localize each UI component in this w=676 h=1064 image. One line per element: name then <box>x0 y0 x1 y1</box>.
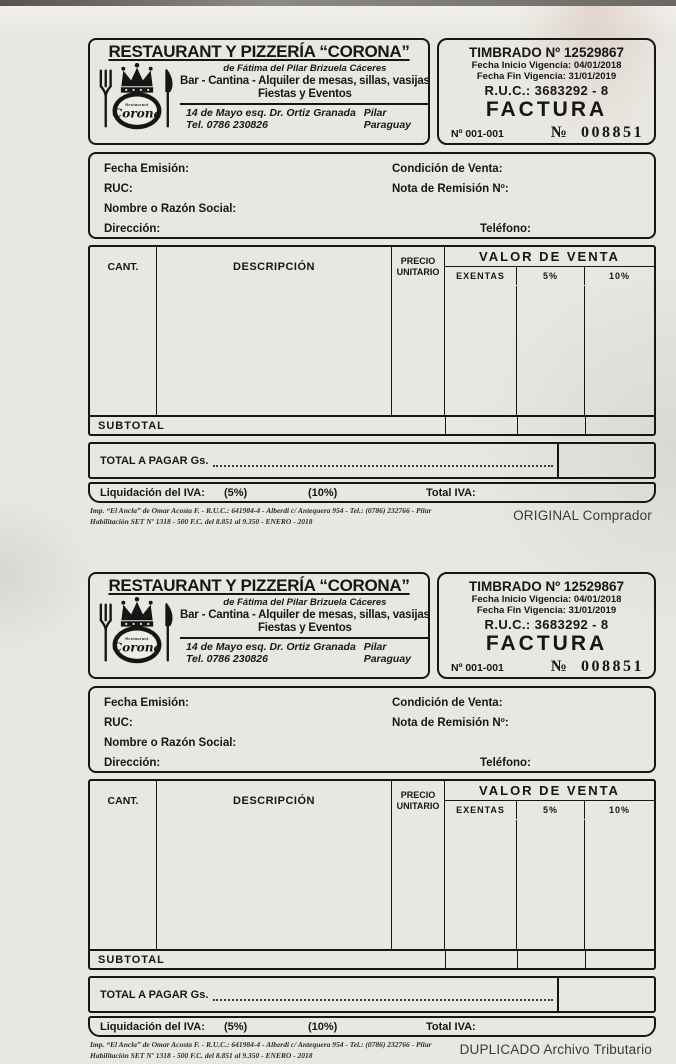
timbrado-number: TIMBRADO Nº 12529867 <box>469 579 624 594</box>
services-line-1: Bar - Cantina - Alquiler de mesas, sillas, vasijas <box>180 609 430 621</box>
invoice-header <box>88 572 656 679</box>
invoice <box>88 38 656 528</box>
fiscal-header-box <box>437 572 656 679</box>
business-header-body <box>94 596 430 675</box>
business-header-box <box>88 38 430 145</box>
city: Pilar <box>363 107 387 119</box>
precio-line2: UNITARIO <box>396 800 440 811</box>
ruc-number: R.U.C.: 3683292 - 8 <box>484 617 609 632</box>
owner-line: de Fátima del Pilar Brizuela Cáceres <box>223 597 387 608</box>
invoice-number-row <box>439 656 654 676</box>
country: Paraguay <box>363 653 411 665</box>
invoice-number-row <box>439 122 654 142</box>
client-row-2 <box>104 713 654 733</box>
subtotal-5pct-cell <box>517 951 585 968</box>
cell-5pct <box>517 820 585 949</box>
liquidacion-iva-label: Liquidación del IVA: <box>100 487 205 499</box>
crown-icon <box>121 597 153 627</box>
copy-tag: ORIGINAL Comprador <box>513 508 652 523</box>
condicion-venta-label: Condición de Venta: <box>392 697 503 709</box>
series-number: Nº 001-001 <box>451 662 504 674</box>
owner-line: de Fátima del Pilar Brizuela Cáceres <box>223 63 387 74</box>
printer-imprint <box>90 1040 460 1062</box>
iva-10pct-label: (10%) <box>308 1021 338 1033</box>
telefono-label: Teléfono: <box>480 757 531 769</box>
nota-remision-label: Nota de Remisión Nº: <box>392 717 509 729</box>
vigencia-inicio: Fecha Inicio Vigencia: 04/01/2018 <box>471 60 622 71</box>
total-a-pagar-label: TOTAL A PAGAR Gs. <box>100 454 209 467</box>
col-valor-de-venta <box>445 781 654 820</box>
fiscal-header-box <box>437 38 656 145</box>
street-address: 14 de Mayo esq. Dr. Ortiz Granada <box>186 641 356 653</box>
client-info-box <box>88 152 656 239</box>
liquidacion-iva-label: Liquidación del IVA: <box>100 1021 205 1033</box>
phone: Tel. 0786 230826 <box>186 119 268 131</box>
condicion-venta-label: Condición de Venta: <box>392 163 503 175</box>
logo-oval <box>112 626 161 663</box>
items-rows-empty <box>90 820 654 949</box>
col-precio-unitario <box>392 247 445 286</box>
invoice-footer <box>88 506 656 528</box>
col-descripcion: DESCRIPCIÓN <box>157 247 392 286</box>
vigencia-inicio: Fecha Inicio Vigencia: 04/01/2018 <box>471 594 622 605</box>
cell-cant <box>90 820 157 949</box>
invoice <box>88 572 656 1062</box>
valor-subcolumns <box>445 801 654 819</box>
dotted-leader <box>213 999 553 1001</box>
corona-logo-icon <box>94 60 180 136</box>
cell-cant <box>90 286 157 415</box>
invoice-number <box>551 124 644 142</box>
document-type: FACTURA <box>485 632 608 655</box>
col-cant: CANT. <box>90 247 157 286</box>
fecha-emision-label: Fecha Emisión: <box>104 163 189 175</box>
knife-icon <box>165 69 172 127</box>
col-10pct: 10% <box>608 270 630 281</box>
phone-row <box>186 119 426 131</box>
ruc-label: RUC: <box>104 717 133 729</box>
logo-oval <box>112 92 161 129</box>
col-5pct: 5% <box>517 267 585 285</box>
subtotal-10pct-cell <box>585 951 654 968</box>
razon-social-label: Nombre o Razón Social: <box>104 203 237 215</box>
fecha-emision-label: Fecha Emisión: <box>104 697 189 709</box>
series-number: Nº 001-001 <box>451 128 504 140</box>
client-row-3 <box>104 733 654 753</box>
client-row-4 <box>104 753 654 773</box>
precio-line1: PRECIO <box>400 256 436 267</box>
copy-tag: DUPLICADO Archivo Tributario <box>459 1042 652 1057</box>
subtotal-exentas-cell <box>445 951 517 968</box>
subtotal-row <box>90 415 654 434</box>
iva-10pct-label: (10%) <box>308 487 338 499</box>
cell-10pct <box>585 820 654 949</box>
valor-de-venta-label: VALOR DE VENTA <box>445 781 654 801</box>
phone-row <box>186 653 426 665</box>
vigencia-fin: Fecha Fin Vigencia: 31/01/2019 <box>476 71 617 82</box>
invoice-number-digits: 008851 <box>581 658 644 675</box>
business-header-body <box>94 62 430 141</box>
invoice-number <box>551 658 644 676</box>
total-a-pagar-label: TOTAL A PAGAR Gs. <box>100 988 209 1001</box>
iva-5pct-label: (5%) <box>224 487 248 499</box>
cell-exentas <box>445 286 517 415</box>
total-box <box>88 976 656 1013</box>
col-exentas: EXENTAS <box>445 801 517 819</box>
fork-icon <box>101 605 111 661</box>
address-row <box>186 107 426 119</box>
address-block <box>180 103 430 131</box>
services-line-1: Bar - Cantina - Alquiler de mesas, sillas, vasijas <box>180 75 430 87</box>
total-amount-box <box>557 978 654 1011</box>
direccion-label: Dirección: <box>104 223 161 235</box>
numero-sign: № <box>550 124 567 141</box>
business-details <box>180 62 430 141</box>
business-header-box <box>88 572 430 679</box>
total-iva-label: Total IVA: <box>426 1021 476 1033</box>
iva-liquidation-box <box>88 1016 656 1037</box>
scan-edge-top <box>0 0 676 6</box>
col-descripcion: DESCRIPCIÓN <box>157 781 392 820</box>
subtotal-exentas-cell <box>445 417 517 434</box>
printer-line-2: Habilitación SET Nº 1318 - 500 F.C. del 8.851 al 9.350 - ENERO - 2018 <box>90 1050 313 1060</box>
crown-icon <box>121 63 153 93</box>
document-type: FACTURA <box>485 98 608 121</box>
street-address: 14 de Mayo esq. Dr. Ortiz Granada <box>186 107 356 119</box>
valor-subcolumns <box>445 267 654 285</box>
total-box <box>88 442 656 479</box>
corona-logo <box>94 594 180 675</box>
cell-10pct <box>585 286 654 415</box>
cell-descripcion <box>157 286 392 415</box>
logo-small-text: Restaurant <box>125 636 149 641</box>
services-line-2: Fiestas y Eventos <box>257 88 352 100</box>
col-precio-unitario <box>392 781 445 820</box>
client-row-2 <box>104 179 654 199</box>
cell-precio <box>392 820 445 949</box>
address-row <box>186 641 426 653</box>
total-iva-label: Total IVA: <box>426 487 476 499</box>
client-row-3 <box>104 199 654 219</box>
telefono-label: Teléfono: <box>480 223 531 235</box>
corona-logo <box>94 60 180 141</box>
fork-icon <box>101 71 111 127</box>
valor-de-venta-label: VALOR DE VENTA <box>445 247 654 267</box>
subtotal-row <box>90 949 654 968</box>
printer-imprint <box>90 506 462 528</box>
logo-small-text: Restaurant <box>125 102 149 107</box>
col-cant: CANT. <box>90 781 157 820</box>
timbrado-number: TIMBRADO Nº 12529867 <box>469 45 624 60</box>
knife-icon <box>165 603 172 661</box>
items-rows-empty <box>90 286 654 415</box>
table-header <box>90 247 654 286</box>
razon-social-label: Nombre o Razón Social: <box>104 737 237 749</box>
phone: Tel. 0786 230826 <box>186 653 268 665</box>
iva-5pct-label: (5%) <box>224 1021 248 1033</box>
cell-precio <box>392 286 445 415</box>
client-row-1 <box>104 159 654 179</box>
ruc-number: R.U.C.: 3683292 - 8 <box>484 83 609 98</box>
invoice-number-digits: 008851 <box>581 124 644 141</box>
corona-logo-icon <box>94 594 180 670</box>
vigencia-fin: Fecha Fin Vigencia: 31/01/2019 <box>476 605 617 616</box>
nota-remision-label: Nota de Remisión Nº: <box>392 183 509 195</box>
cell-5pct <box>517 286 585 415</box>
ruc-label: RUC: <box>104 183 133 195</box>
printer-line-1: Imp. “El Ancla” de Omar Acosta F. - R.U.C.: 641984-4 - Alberdi c/ Antequera 954 - Tel.: (0786) 232766 - Pilar <box>90 1040 432 1049</box>
col-exentas: EXENTAS <box>445 267 517 285</box>
client-info-box <box>88 686 656 773</box>
logo-text: Corona <box>112 640 162 655</box>
services-line-2: Fiestas y Eventos <box>257 622 352 634</box>
client-row-1 <box>104 693 654 713</box>
business-details <box>180 596 430 675</box>
cell-descripcion <box>157 820 392 949</box>
subtotal-5pct-cell <box>517 417 585 434</box>
printer-line-2: Habilitación SET Nº 1318 - 500 F.C. del 8.851 al 9.350 - ENERO - 2018 <box>90 516 313 526</box>
precio-line1: PRECIO <box>400 790 436 801</box>
iva-liquidation-box <box>88 482 656 503</box>
numero-sign: № <box>550 658 567 675</box>
country: Paraguay <box>363 119 411 131</box>
business-name: RESTAURANT Y PIZZERÍA “CORONA” <box>108 576 410 595</box>
address-block <box>180 637 430 665</box>
direccion-label: Dirección: <box>104 757 161 769</box>
col-10pct: 10% <box>608 804 630 815</box>
logo-text: Corona <box>112 106 162 121</box>
invoice-footer <box>88 1040 656 1062</box>
subtotal-label: SUBTOTAL <box>98 953 165 966</box>
city: Pilar <box>363 641 387 653</box>
items-table <box>88 245 656 436</box>
total-amount-box <box>557 444 654 477</box>
col-valor-de-venta <box>445 247 654 286</box>
col-5pct: 5% <box>517 801 585 819</box>
client-row-4 <box>104 219 654 239</box>
invoice-header <box>88 38 656 145</box>
subtotal-label: SUBTOTAL <box>98 419 165 432</box>
items-table <box>88 779 656 970</box>
dotted-leader <box>213 465 553 467</box>
subtotal-10pct-cell <box>585 417 654 434</box>
cell-exentas <box>445 820 517 949</box>
precio-line2: UNITARIO <box>396 266 440 277</box>
printer-line-1: Imp. “El Ancla” de Omar Acosta F. - R.U.C.: 641984-4 - Alberdi c/ Antequera 954 - Tel.: (0786) 232766 - Pilar <box>90 506 432 515</box>
business-name: RESTAURANT Y PIZZERÍA “CORONA” <box>108 42 410 61</box>
table-header <box>90 781 654 820</box>
